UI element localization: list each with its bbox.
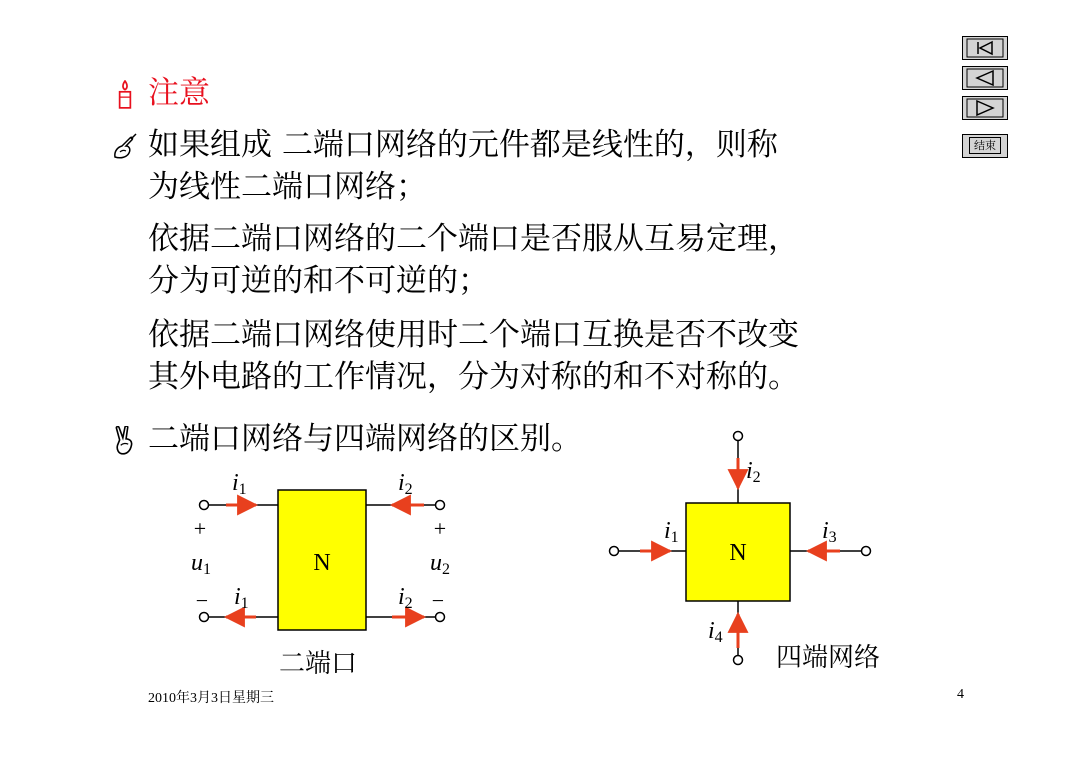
terminal-node: [200, 501, 209, 510]
terminal-node: [734, 656, 743, 665]
footer-date: 2010年3月3日星期三: [148, 691, 274, 706]
end-show-label: 结束: [969, 137, 1001, 154]
current-label-i2: i2: [746, 458, 761, 486]
para3-line1: 依据二端口网络使用时二个端口互换是否不改变: [148, 317, 799, 353]
terminal-node: [200, 613, 209, 622]
current-label-i1: i1: [664, 518, 679, 546]
two-port-diagram: [191, 470, 450, 679]
four-terminal-box-label: N: [729, 540, 747, 566]
page-number: 4: [957, 687, 964, 702]
current-label-i1-bottom: i1: [234, 584, 249, 612]
bullet1-line2: 为线性二端口网络；: [148, 169, 427, 205]
four-terminal-diagram: [610, 432, 881, 674]
para3-line2: 其外电路的工作情况，分为对称的和不对称的。: [148, 359, 799, 395]
minus-sign-left: −: [195, 588, 209, 613]
bullet1-line1: 如果组成 二端口网络的元件都是线性的，则称: [148, 127, 778, 163]
two-port-box-label: N: [313, 550, 331, 576]
current-label-i2-top: i2: [398, 470, 413, 498]
bullet3-text: 二端口网络与四端网络的区别。: [148, 421, 582, 457]
voltage-label-u2: u2: [430, 550, 450, 578]
two-port-caption: 二端口: [278, 649, 358, 679]
four-terminal-caption: 四端网络: [776, 643, 881, 673]
terminal-node: [610, 547, 619, 556]
para2-line2: 分为可逆的和不可逆的；: [148, 263, 489, 299]
current-label-i4: i4: [708, 618, 723, 646]
voltage-label-u1: u1: [191, 550, 211, 578]
para2-line1: 依据二端口网络的二个端口是否服从互易定理，: [148, 221, 799, 257]
terminal-node: [436, 613, 445, 622]
plus-sign-right: +: [433, 516, 447, 541]
terminal-node: [862, 547, 871, 556]
current-label-i2-bottom: i2: [398, 584, 413, 612]
terminal-node: [436, 501, 445, 510]
heading-title: 注意: [148, 75, 210, 111]
minus-sign-right: −: [431, 588, 445, 613]
plus-sign-left: +: [193, 516, 207, 541]
current-label-i3: i3: [822, 518, 837, 546]
current-label-i1-top: i1: [232, 470, 247, 498]
terminal-node: [734, 432, 743, 441]
